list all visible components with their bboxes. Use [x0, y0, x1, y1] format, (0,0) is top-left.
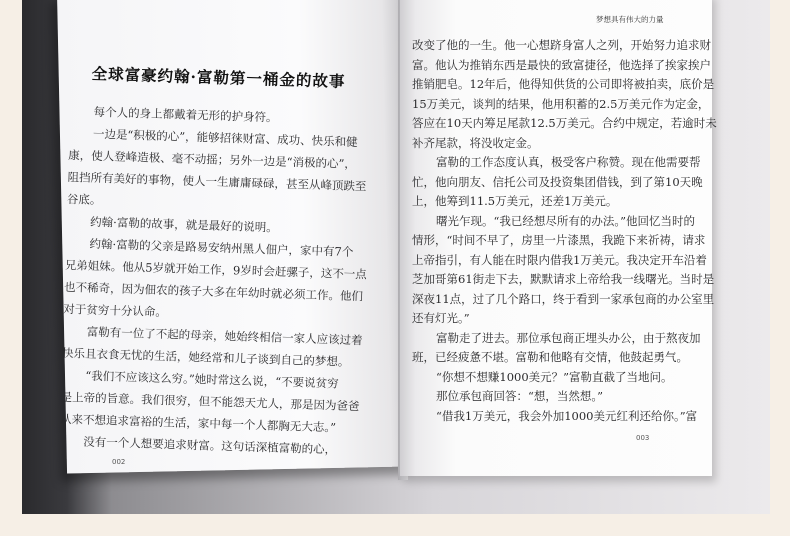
text-line: 阻挡所有美好的事物，使人一生庸庸碌碌，甚至从峰顶跌至	[67, 169, 367, 194]
text-line: 还有灯光。”	[412, 311, 470, 325]
text-line: 曙光乍现。“我已经想尽所有的办法。”他回忆当时的	[436, 213, 696, 228]
text-line: 上帝指引，有人能在时限内借我1万美元。我决定开车沿着	[412, 252, 707, 267]
text-line: 快乐且衣食无忧的生活，她经常和儿子谈到自己的梦想。	[61, 345, 350, 369]
text-line: 答应在10天内筹足尾款12.5万美元。合约中规定，若逾时未	[412, 116, 717, 130]
text-line: 补齐尾款，将没收定金。	[412, 135, 539, 150]
chapter-title: 全球富豪约翰·富勒第一桶金的故事	[91, 63, 346, 91]
text-line: 富勒有一位了不起的母亲，她始终相信一家人应该过着	[86, 324, 363, 348]
text-line: 康，使人登峰造极、毫不动摇；另外一边是“消极的心”，	[68, 147, 357, 172]
text-line: 每个人的身上都戴着无形的护身符。	[93, 104, 278, 125]
text-line: 那位承包商回答：“想，当然想。”	[436, 389, 604, 403]
text-line: “借我1万美元，我会外加1000美元红利还给你。”富	[436, 408, 698, 423]
text-line: 情形，“时间不早了，房里一片漆黑，我跪下来祈祷，请求	[412, 233, 706, 247]
text-line: 推销肥皂。12年后，他得知供货的公司即将被拍卖，底价是	[412, 77, 715, 91]
text-line: 班，已经疲惫不堪。富勒和他略有交情，他鼓起勇气。	[412, 350, 688, 364]
text-line: 谷底。	[66, 191, 102, 208]
right-page-text	[412, 36, 717, 426]
text-line: 富勒的工作态度认真，极受客户称赞。现在他需要帮	[436, 155, 701, 169]
text-line: “你想不想赚1000美元？”富勒直截了当地问。	[436, 369, 673, 384]
text-line: 约翰·富勒的父亲是路易安纳州黑人佃户，家中有7个	[89, 236, 354, 259]
text-line: 没有一个人想要追求财富。这句话深植富勒的心，	[83, 434, 337, 457]
text-line: 也不稀奇，因为佃农的孩子大多在年幼时就必须工作。他们	[63, 279, 364, 304]
right-page-number: 003	[636, 434, 650, 442]
text-line: 兄弟姐妹。他从5岁就开始工作，9岁时会赶骡子，这不一点	[64, 257, 368, 282]
text-line: 富。他认为推销东西是最快的致富捷径，他选择了挨家挨户	[412, 57, 711, 72]
text-line: “我们不应该这么穷。”她时常这么说，“不要说贫穷	[85, 368, 339, 391]
text-line: 约翰·富勒的故事，就是最好的说明。	[89, 214, 278, 235]
left-page-text	[59, 100, 376, 461]
left-page-number: 002	[112, 458, 126, 466]
text-line: 上，他筹到11.5万美元，还差1万美元。	[412, 194, 618, 208]
text-line: 从来不想追求富裕的生活，家中每一个人都胸无大志。”	[59, 411, 337, 435]
text-line: 是上帝的旨意。我们很穷，但不能怨天尤人，那是因为爸爸	[60, 389, 360, 414]
running-header: 梦想具有伟大的力量	[596, 15, 664, 24]
text-line: 对于贫穷十分认命。	[63, 301, 168, 320]
text-line: 改变了他的一生。他一心想跻身富人之列，开始努力追求财	[412, 38, 711, 52]
text-line: 一边是“积极的心”，能够招徕财富、成功、快乐和健	[92, 126, 358, 150]
text-line: 15万美元，谈判的结果，他用积蓄的2.5万美元作为定金，	[412, 96, 710, 111]
text-line: 富勒走了进去。那位承包商正埋头办公，由于熬夜加	[436, 330, 701, 345]
text-line: 芝加哥第61街走下去，默默请求上帝给我一线曙光。当时是	[412, 272, 715, 286]
text-line: 深夜11点，过了几个路口，终于看到一家承包商的办公室里	[412, 291, 715, 306]
text-line: 忙，他向朋友、信托公司及投资集团借钱，到了第10天晚	[412, 174, 703, 189]
